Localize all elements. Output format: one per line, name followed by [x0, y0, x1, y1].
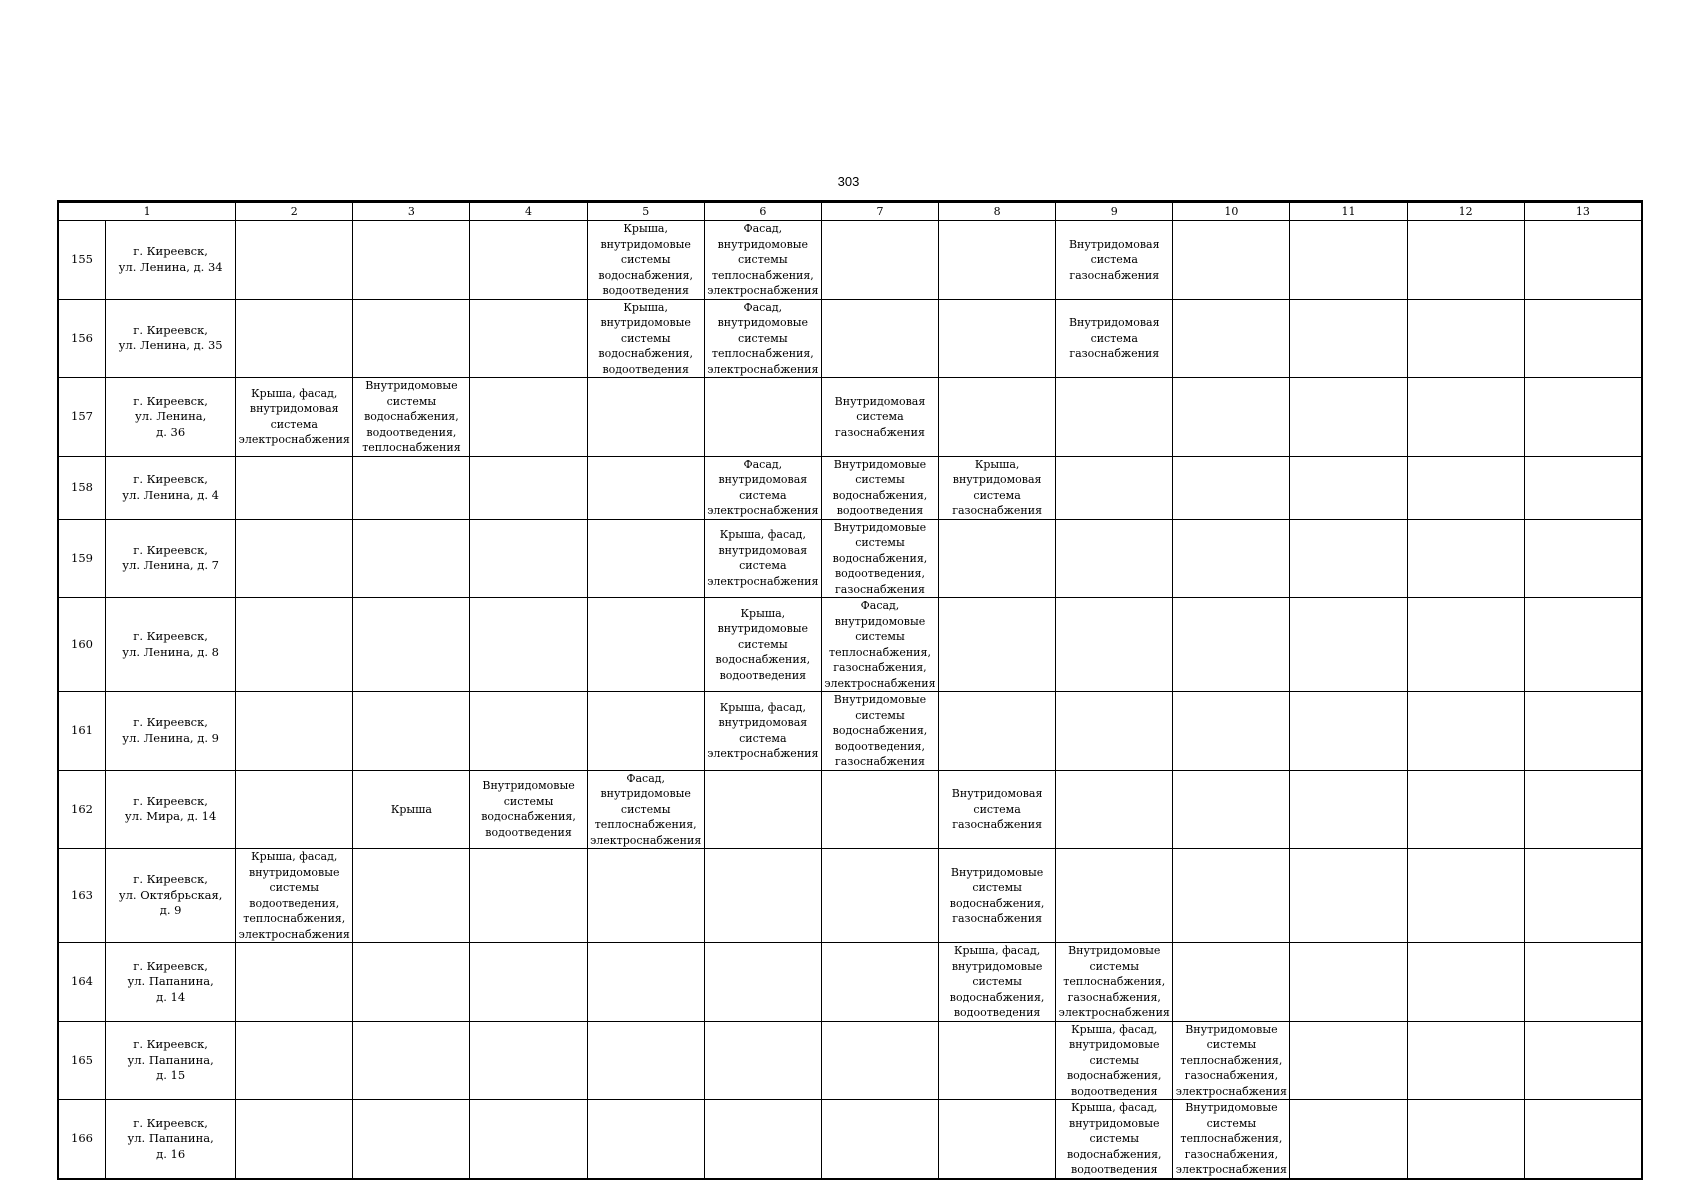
table-row	[59, 519, 1642, 598]
work-cell	[587, 849, 704, 943]
work-cell	[1290, 770, 1407, 849]
address-cell	[106, 1021, 236, 1100]
column-header: 2	[236, 202, 353, 221]
work-cell	[1290, 221, 1407, 300]
work-text: Внутридомовые системы водоснабжения, водоотведения, газоснабжения	[832, 520, 928, 596]
address-text: г. Киреевск, ул. Ленина, д. 36	[133, 393, 208, 439]
work-cell	[353, 598, 470, 692]
work-cell	[1524, 378, 1641, 457]
address-cell	[106, 378, 236, 457]
work-cell	[939, 692, 1056, 771]
work-cell	[470, 1100, 587, 1179]
table-row	[59, 221, 1642, 300]
work-cell	[353, 378, 470, 457]
address-text: г. Киреевск, ул. Папанина, д. 16	[127, 1115, 214, 1161]
work-cell	[587, 1021, 704, 1100]
work-cell	[587, 598, 704, 692]
work-cell	[939, 943, 1056, 1022]
work-cell	[470, 221, 587, 300]
work-text: Внутридомовые системы теплоснабжения, газоснабжения, электроснабжения	[1175, 1022, 1287, 1098]
work-cell	[470, 378, 587, 457]
work-cell	[353, 519, 470, 598]
work-cell	[236, 456, 353, 519]
work-cell	[470, 456, 587, 519]
work-cell	[236, 299, 353, 378]
work-cell	[1407, 770, 1524, 849]
row-number-cell: 160	[59, 598, 106, 692]
address-text: г. Киреевск, ул. Папанина, д. 15	[127, 1037, 214, 1082]
work-cell	[470, 849, 587, 943]
row-number-cell: 165	[59, 1021, 106, 1100]
work-cell	[1407, 943, 1524, 1022]
work-cell	[236, 1021, 353, 1100]
work-cell	[821, 1100, 938, 1179]
work-cell	[587, 378, 704, 457]
work-cell	[1524, 943, 1641, 1022]
address-text: г. Киреевск, ул. Ленина, д. 8	[122, 629, 219, 659]
work-text: Внутридомовая система газоснабжения	[834, 394, 926, 439]
work-cell	[236, 519, 353, 598]
work-cell	[1524, 299, 1641, 378]
work-cell	[1056, 299, 1173, 378]
work-text: Крыша, внутридомовые системы водоснабжения, водоотведения	[598, 222, 693, 297]
table-row	[59, 943, 1642, 1022]
work-cell	[1056, 456, 1173, 519]
column-header: 13	[1524, 202, 1641, 221]
work-cell	[939, 849, 1056, 943]
column-header: 1	[59, 202, 236, 221]
work-cell	[1056, 519, 1173, 598]
work-cell	[1173, 1021, 1290, 1100]
work-cell	[1173, 770, 1290, 849]
table-row	[59, 378, 1642, 457]
work-text: Фасад, внутридомовые системы теплоснабжения, электроснабжения	[707, 300, 819, 376]
work-cell	[821, 299, 938, 378]
column-header: 4	[470, 202, 587, 221]
work-cell	[1407, 598, 1524, 692]
work-cell	[1524, 598, 1641, 692]
work-text: Фасад, внутридомовые системы теплоснабжения, электроснабжения	[707, 222, 819, 297]
work-cell	[1056, 943, 1173, 1022]
work-cell	[704, 943, 821, 1022]
address-text: г. Киреевск, ул. Ленина, д. 35	[118, 322, 223, 353]
column-header: 6	[704, 202, 821, 221]
work-cell	[939, 299, 1056, 378]
work-cell	[1524, 849, 1641, 943]
work-cell	[1407, 221, 1524, 300]
work-cell	[1056, 770, 1173, 849]
work-cell	[821, 943, 938, 1022]
work-text: Крыша, внутридомовые системы водоснабжения, водоотведения	[598, 300, 693, 376]
work-cell	[236, 598, 353, 692]
work-cell	[470, 299, 587, 378]
work-cell	[1407, 378, 1524, 457]
work-cell	[236, 943, 353, 1022]
table-row	[59, 1100, 1642, 1179]
work-text: Внутридомовая система газоснабжения	[951, 787, 1043, 831]
work-cell	[353, 692, 470, 771]
work-cell	[1407, 519, 1524, 598]
table-row	[59, 299, 1642, 378]
work-cell	[939, 598, 1056, 692]
column-header: 8	[939, 202, 1056, 221]
work-cell	[353, 943, 470, 1022]
work-cell	[587, 943, 704, 1022]
table-row	[59, 1021, 1642, 1100]
work-cell	[821, 221, 938, 300]
work-cell	[587, 299, 704, 378]
work-cell	[353, 221, 470, 300]
address-text: г. Киреевск, ул. Ленина, д. 9	[122, 715, 219, 745]
work-cell	[1290, 299, 1407, 378]
address-cell	[106, 456, 236, 519]
work-cell	[1056, 849, 1173, 943]
address-cell	[106, 299, 236, 378]
work-cell	[1173, 378, 1290, 457]
work-cell	[353, 849, 470, 943]
work-cell	[704, 1100, 821, 1179]
work-cell	[939, 1100, 1056, 1179]
work-cell	[1290, 598, 1407, 692]
page-number: 303	[837, 174, 860, 189]
work-cell	[821, 519, 938, 598]
work-cell	[704, 221, 821, 300]
work-text: Крыша, внутридомовая система газоснабжения	[952, 457, 1043, 517]
work-text: Внутридомовая система газоснабжения	[1068, 237, 1160, 282]
address-text: г. Киреевск, ул. Ленина, д. 7	[122, 542, 219, 573]
work-cell	[236, 221, 353, 300]
work-cell	[1173, 849, 1290, 943]
address-cell	[106, 943, 236, 1022]
work-cell	[1056, 598, 1173, 692]
row-number-cell: 158	[59, 456, 106, 519]
column-header: 11	[1290, 202, 1407, 221]
work-cell	[704, 849, 821, 943]
work-cell	[1290, 378, 1407, 457]
work-cell	[821, 849, 938, 943]
work-text: Внутридомовые системы водоснабжения, водоотведения	[481, 779, 576, 839]
work-text: Фасад, внутридомовые системы теплоснабжения, газоснабжения, электроснабжения	[824, 599, 936, 690]
work-text: Внутридомовые системы водоснабжения, водоотведения, теплоснабжения	[362, 379, 461, 454]
work-text: Крыша, фасад, внутридомовая система электроснабжения	[707, 700, 819, 761]
work-cell	[1056, 692, 1173, 771]
address-cell	[106, 770, 236, 849]
work-cell	[1173, 519, 1290, 598]
work-cell	[587, 456, 704, 519]
work-cell	[470, 598, 587, 692]
work-cell	[704, 1021, 821, 1100]
work-cell	[1173, 221, 1290, 300]
work-text: Внутридомовые системы водоснабжения, газоснабжения	[949, 865, 1045, 925]
column-header: 12	[1407, 202, 1524, 221]
address-cell	[106, 849, 236, 943]
work-cell	[353, 299, 470, 378]
work-cell	[1524, 221, 1641, 300]
table-body	[59, 221, 1642, 1179]
work-text: Крыша, фасад, внутридомовая система электроснабжения	[238, 386, 350, 447]
work-cell	[1056, 221, 1173, 300]
work-cell	[1173, 1100, 1290, 1179]
work-cell	[1524, 1021, 1641, 1100]
work-cell	[236, 692, 353, 771]
work-cell	[704, 692, 821, 771]
work-cell	[939, 519, 1056, 598]
table-row	[59, 598, 1642, 692]
work-cell	[1407, 1021, 1524, 1100]
work-cell	[1056, 1100, 1173, 1179]
table-row	[59, 456, 1642, 519]
column-header: 9	[1056, 202, 1173, 221]
work-text: Внутридомовые системы водоснабжения, водоотведения	[832, 457, 928, 517]
work-cell	[1173, 943, 1290, 1022]
work-cell	[939, 1021, 1056, 1100]
work-cell	[1407, 299, 1524, 378]
address-text: г. Киреевск, ул. Октябрьская, д. 9	[118, 872, 223, 918]
work-cell	[236, 378, 353, 457]
works-table	[58, 201, 1642, 1179]
work-text: Крыша	[390, 802, 432, 816]
work-text: Крыша, фасад, внутридомовые системы водоотведения, теплоснабжения, электроснабжения	[238, 850, 350, 941]
work-cell	[1290, 849, 1407, 943]
work-cell	[587, 1100, 704, 1179]
work-cell	[704, 456, 821, 519]
address-cell	[106, 519, 236, 598]
work-text: Фасад, внутридомовые системы теплоснабжения, электроснабжения	[590, 771, 702, 847]
work-cell	[353, 456, 470, 519]
work-cell	[704, 598, 821, 692]
work-cell	[1173, 299, 1290, 378]
work-cell	[939, 221, 1056, 300]
work-cell	[821, 598, 938, 692]
row-number-cell: 159	[59, 519, 106, 598]
column-header: 3	[353, 202, 470, 221]
work-cell	[1290, 692, 1407, 771]
table-row	[59, 770, 1642, 849]
work-cell	[939, 770, 1056, 849]
work-cell	[470, 519, 587, 598]
work-text: Крыша, фасад, внутридомовые системы водоснабжения, водоотведения	[949, 944, 1045, 1019]
work-cell	[1173, 598, 1290, 692]
work-text: Внутридомовая система газоснабжения	[1068, 316, 1160, 360]
work-cell	[236, 770, 353, 849]
work-cell	[1290, 1021, 1407, 1100]
work-cell	[821, 456, 938, 519]
row-number-cell: 162	[59, 770, 106, 849]
address-cell	[106, 598, 236, 692]
work-cell	[1407, 456, 1524, 519]
work-cell	[587, 770, 704, 849]
work-cell	[1173, 692, 1290, 771]
work-cell	[1524, 519, 1641, 598]
work-text: Крыша, внутридомовые системы водоснабжения, водоотведения	[715, 606, 811, 682]
row-number-cell: 155	[59, 221, 106, 300]
work-cell	[821, 692, 938, 771]
address-text: г. Киреевск, ул. Ленина, д. 4	[122, 472, 219, 502]
work-text: Внутридомовые системы теплоснабжения, газоснабжения, электроснабжения	[1058, 944, 1170, 1019]
work-cell	[939, 378, 1056, 457]
table-row	[59, 692, 1642, 771]
work-text: Фасад, внутридомовая система электроснабжения	[707, 457, 819, 517]
address-text: г. Киреевск, ул. Мира, д. 14	[124, 793, 217, 824]
work-cell	[821, 378, 938, 457]
work-cell	[1524, 692, 1641, 771]
work-cell	[470, 943, 587, 1022]
work-cell	[587, 692, 704, 771]
work-cell	[1524, 456, 1641, 519]
row-number-cell: 156	[59, 299, 106, 378]
work-cell	[353, 770, 470, 849]
row-number-cell: 161	[59, 692, 106, 771]
work-cell	[1524, 770, 1641, 849]
address-cell	[106, 692, 236, 771]
work-cell	[587, 519, 704, 598]
row-number-cell: 163	[59, 849, 106, 943]
work-text: Внутридомовые системы теплоснабжения, газоснабжения, электроснабжения	[1175, 1101, 1287, 1176]
column-header: 7	[821, 202, 938, 221]
work-cell	[353, 1100, 470, 1179]
address-text: г. Киреевск, ул. Папанина, д. 14	[127, 958, 214, 1004]
work-cell	[353, 1021, 470, 1100]
work-cell	[236, 849, 353, 943]
row-number-cell: 164	[59, 943, 106, 1022]
work-cell	[1290, 1100, 1407, 1179]
work-cell	[1056, 378, 1173, 457]
table-row	[59, 849, 1642, 943]
work-cell	[704, 770, 821, 849]
header-row	[59, 202, 1642, 221]
work-cell	[939, 456, 1056, 519]
work-cell	[470, 770, 587, 849]
work-cell	[1173, 456, 1290, 519]
work-cell	[821, 770, 938, 849]
work-cell	[1290, 456, 1407, 519]
work-text: Крыша, фасад, внутридомовые системы водоснабжения, водоотведения	[1066, 1022, 1162, 1098]
work-cell	[704, 519, 821, 598]
work-cell	[236, 1100, 353, 1179]
work-text: Внутридомовые системы водоснабжения, водоотведения, газоснабжения	[832, 693, 928, 768]
work-cell	[1524, 1100, 1641, 1179]
work-cell	[1407, 849, 1524, 943]
address-text: г. Киреевск, ул. Ленина, д. 34	[118, 244, 223, 274]
work-cell	[704, 378, 821, 457]
work-cell	[587, 221, 704, 300]
work-cell	[1056, 1021, 1173, 1100]
work-text: Крыша, фасад, внутридомовые системы водоснабжения, водоотведения	[1066, 1101, 1162, 1176]
work-cell	[470, 692, 587, 771]
work-cell	[704, 299, 821, 378]
work-cell	[821, 1021, 938, 1100]
work-cell	[1290, 519, 1407, 598]
work-cell	[1407, 1100, 1524, 1179]
work-cell	[1407, 692, 1524, 771]
address-cell	[106, 1100, 236, 1179]
column-header: 5	[587, 202, 704, 221]
address-cell	[106, 221, 236, 300]
row-number-cell: 166	[59, 1100, 106, 1179]
work-text: Крыша, фасад, внутридомовая система электроснабжения	[707, 528, 819, 588]
row-number-cell: 157	[59, 378, 106, 457]
work-cell	[470, 1021, 587, 1100]
work-cell	[1290, 943, 1407, 1022]
column-header: 10	[1173, 202, 1290, 221]
